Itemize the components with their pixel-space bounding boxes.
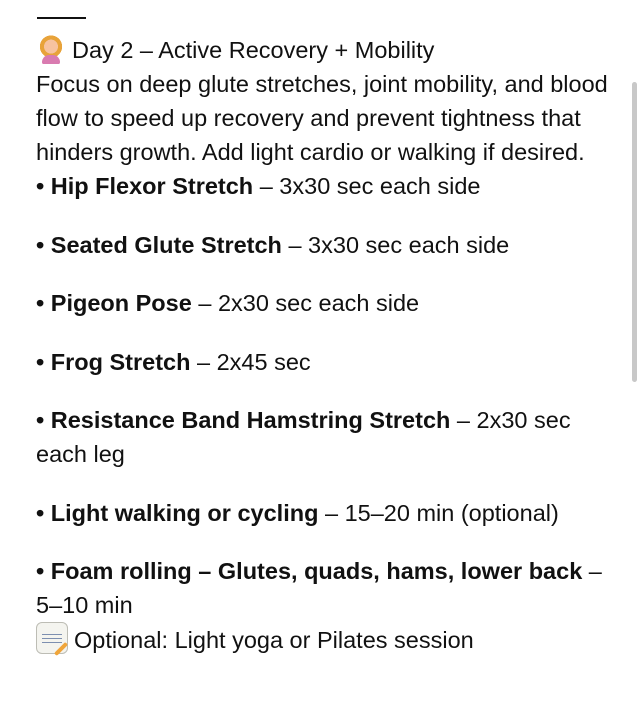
intro-paragraph: Focus on deep glute stretches, joint mobility, and blood flow to speed up recovery and prevent tightness that hinders growth. Add light cardio or walking if desired. [36,71,608,165]
optional-note [36,622,616,657]
list-item [36,169,616,203]
exercise-detail: – 2x30 sec each leg [36,407,571,467]
exercise-detail: – 2x45 sec [190,348,311,375]
exercise-detail: – 15–20 min (optional) [318,499,559,526]
exercise-list [36,169,616,622]
bullet: • [36,173,45,199]
woman-massage-emoji-icon [36,34,66,64]
section-divider [37,17,86,19]
bullet: • [36,348,45,375]
optional-note-text: Optional: Light yoga or Pilates session [74,627,474,653]
bullet: • [36,499,45,526]
list-item [36,286,616,320]
exercise-detail: – 3x30 sec each side [253,173,481,199]
exercise-name: Foam rolling – Glutes, quads, hams, lower back [50,558,583,584]
day-heading-text: Day 2 – Active Recovery + Mobility [72,37,435,63]
exercise-name: Frog Stretch [50,348,191,375]
bullet: • [36,290,45,316]
exercise-detail: – 5–10 min [36,558,602,618]
exercise-name: Resistance Band Hamstring Stretch [50,407,451,433]
list-item [36,228,616,262]
list-item [36,496,616,530]
bullet: • [36,558,45,584]
exercise-name: Seated Glute Stretch [50,231,282,258]
exercise-name: Pigeon Pose [50,290,192,316]
exercise-detail: – 3x30 sec each side [281,231,510,258]
memo-emoji-icon [36,622,68,654]
list-item [36,345,616,379]
exercise-detail: – 2x30 sec each side [191,290,420,316]
scrollbar[interactable] [632,82,637,382]
exercise-name: Hip Flexor Stretch [50,173,254,199]
list-item [36,554,616,622]
bullet: • [36,407,45,433]
list-item [36,403,616,471]
day-heading [36,33,616,67]
workout-content [36,33,616,657]
exercise-name: Light walking or cycling [50,499,319,526]
bullet: • [36,231,45,258]
